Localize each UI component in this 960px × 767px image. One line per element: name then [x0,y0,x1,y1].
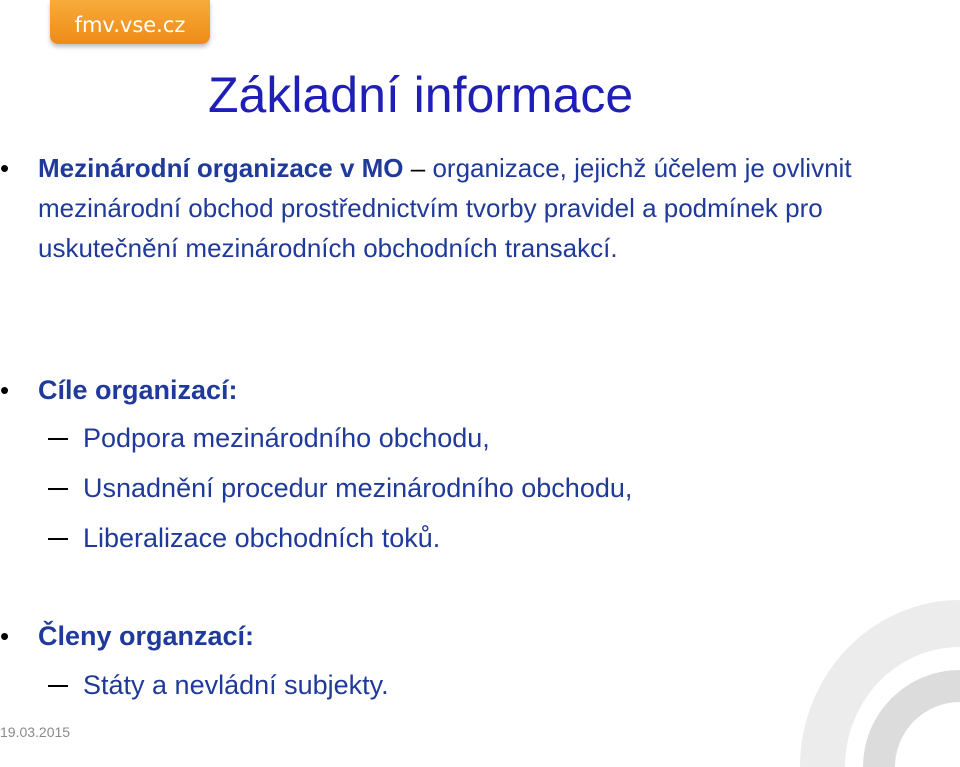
bullet-members: • [0,621,10,651]
goals-item-2: Usnadnění procedur mezinárodního obchodu, [83,473,633,503]
members-dash-1 [48,685,68,687]
decorative-arcs [800,600,960,767]
members-item-1: Státy a nevládní subjekty. [83,670,389,700]
goals-dash-2 [48,488,68,490]
goals-heading: Cíle organizací: [38,375,238,405]
logo-badge [50,0,210,44]
bullet-goals: • [0,375,10,405]
logo-text: fmv.vse.cz [74,13,186,37]
goals-dash-1 [48,438,68,440]
bullet-intro: • [0,153,10,183]
intro-dash: – [410,153,426,183]
intro-lead: Mezinárodní organizace v MO [38,153,404,183]
intro-text: organizace, jejichž účelem je ovlivnit mezinárodní obchod prostřednictvím tvorby pravidel a podmínek pro uskutečnění mezinárodních obchodních transakcí. [38,153,852,263]
slide-title: Základní informace [208,67,634,123]
goals-item-3: Liberalizace obchodních toků. [83,523,441,553]
intro-paragraph [38,148,918,268]
goals-dash-3 [48,538,68,540]
footer-date: 19.03.2015 [0,724,71,740]
members-heading: Členy organzací: [38,621,255,651]
goals-item-1: Podpora mezinárodního obchodu, [83,423,490,453]
deco-arc-inner [863,670,960,767]
